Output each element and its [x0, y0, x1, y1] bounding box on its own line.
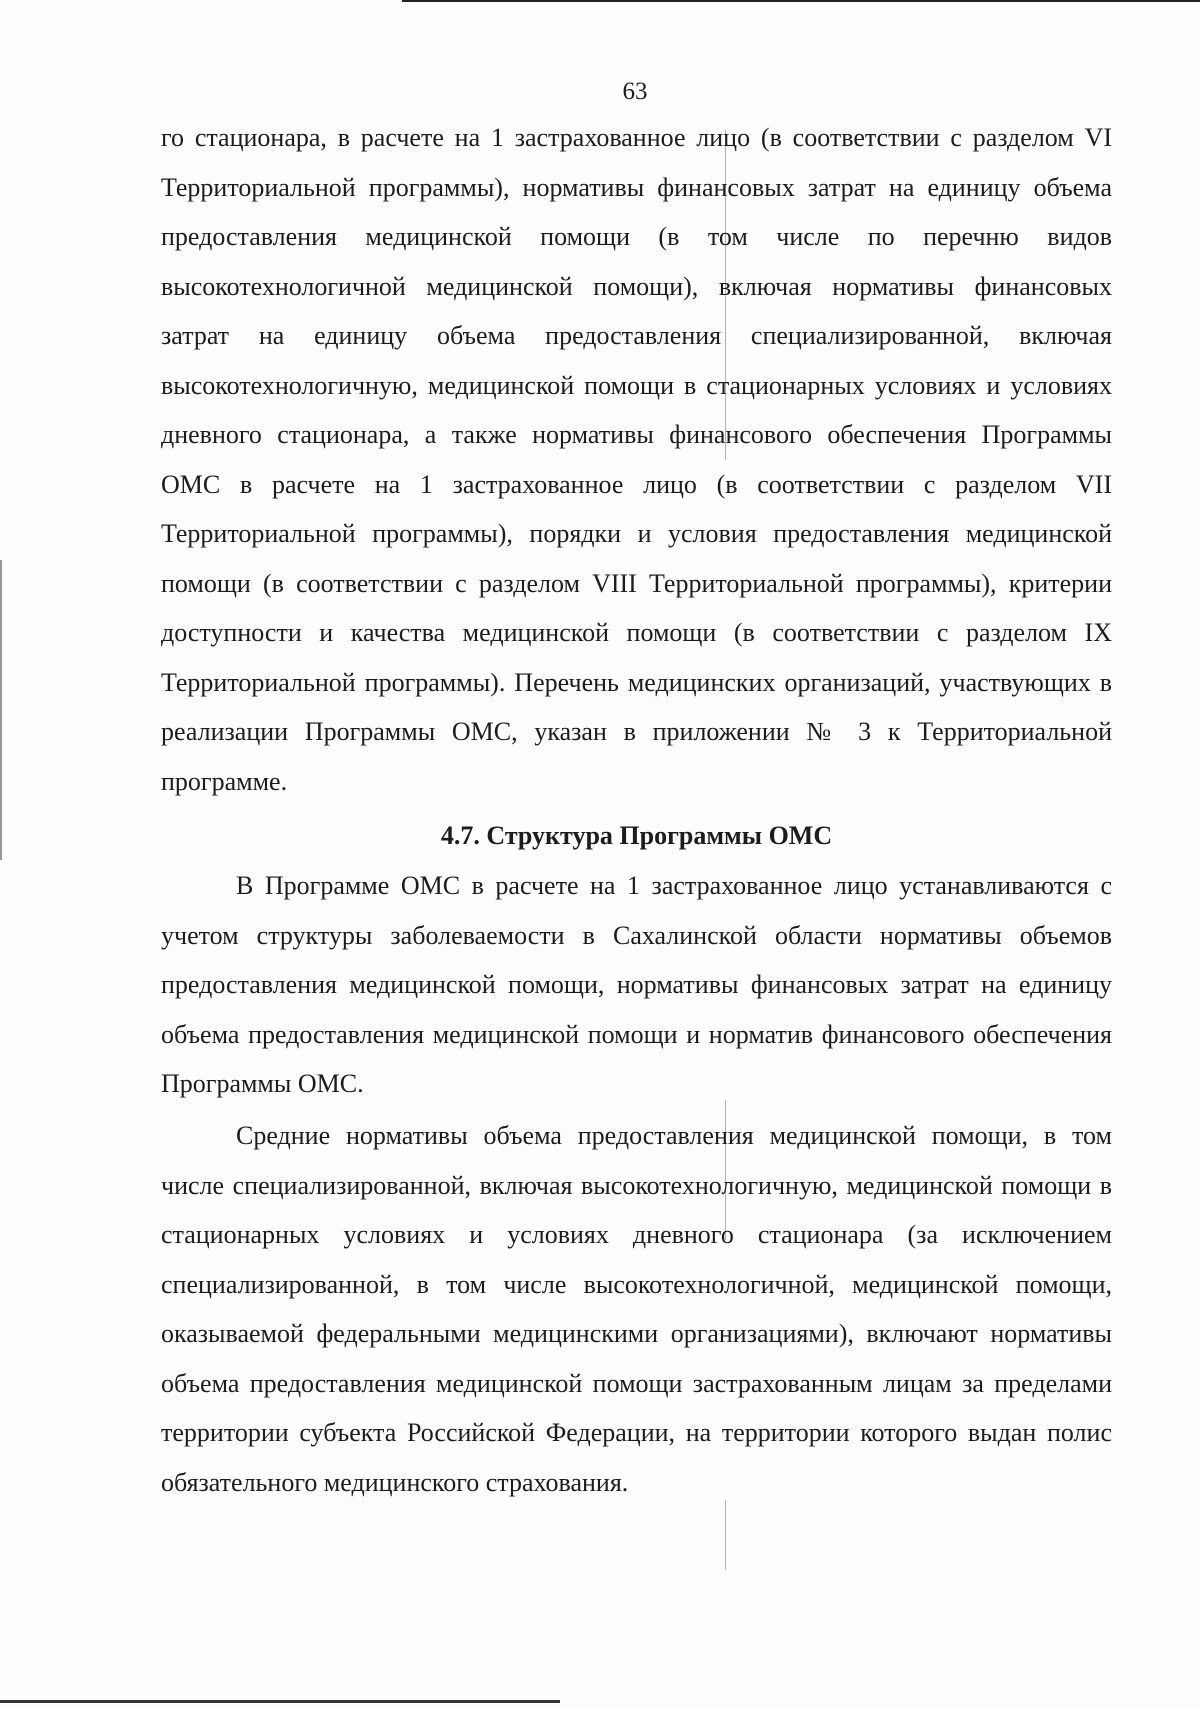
- page-number: 63: [622, 78, 648, 105]
- scan-fold-line-lower: [725, 1500, 726, 1570]
- continuation-paragraph: го стационара, в расчете на 1 застрахованное лицо (в соответствии с разделом VI Территориальной программы), нормативы финансовых затрат на единицу объема предоставления медицинской помощи (в том числе по перечню видов высокотехнологичной медицинской помощи), включая нормативы финансовых затрат на единицу объема предоставления специализированной, включая высокотехнологичную, медицинской помощи в стационарных условиях и условиях дневного стационара, а также нормативы финансового обеспечения Программы ОМС в расчете на 1 застрахованное лицо (в соответствии с разделом VII Территориальной программы), порядки и условия предоставления медицинской помощи (в соответствии с разделом VIII Территориальной программы), критерии доступности и качества медицинской помощи (в соответствии с разделом IX Территориальной программы). Перечень медицинских организаций, участвующих в реализации Программы ОМС, указан в приложении № 3 к Территориальной программе.: [161, 123, 1112, 796]
- section-heading: 4.7. Структура Программы ОМС: [440, 821, 833, 850]
- paragraph-1-block: [161, 861, 1112, 1109]
- paragraph-2-block: [161, 1111, 1112, 1507]
- continuation-paragraph-block: [161, 113, 1112, 806]
- paragraph-1: В Программе ОМС в расчете на 1 застрахованное лицо устанавливаются с учетом структуры заболеваемости в Сахалинской области нормативы объемов предоставления медицинской помощи, нормативы финансовых затрат на единицу объема предоставления медицинской помощи и норматив финансового обеспечения Программы ОМС.: [161, 871, 1112, 1098]
- scan-edge-top: [402, 0, 1200, 2]
- scan-edge-bottom: [0, 1700, 560, 1703]
- paragraph-2: Средние нормативы объема предоставления медицинской помощи, в том числе специализированной, включая высокотехнологичную, медицинской помощи в стационарных условиях и условиях дневного стационара (за исключением специализированной, в том числе высокотехнологичной, медицинской помощи, оказываемой федеральными медицинскими организациями), включают нормативы объема предоставления медицинской помощи застрахованным лицам за пределами территории субъекта Российской Федерации, на территории которого выдан полис обязательного медицинского страхования.: [161, 1121, 1112, 1497]
- scan-edge-left: [0, 560, 2, 860]
